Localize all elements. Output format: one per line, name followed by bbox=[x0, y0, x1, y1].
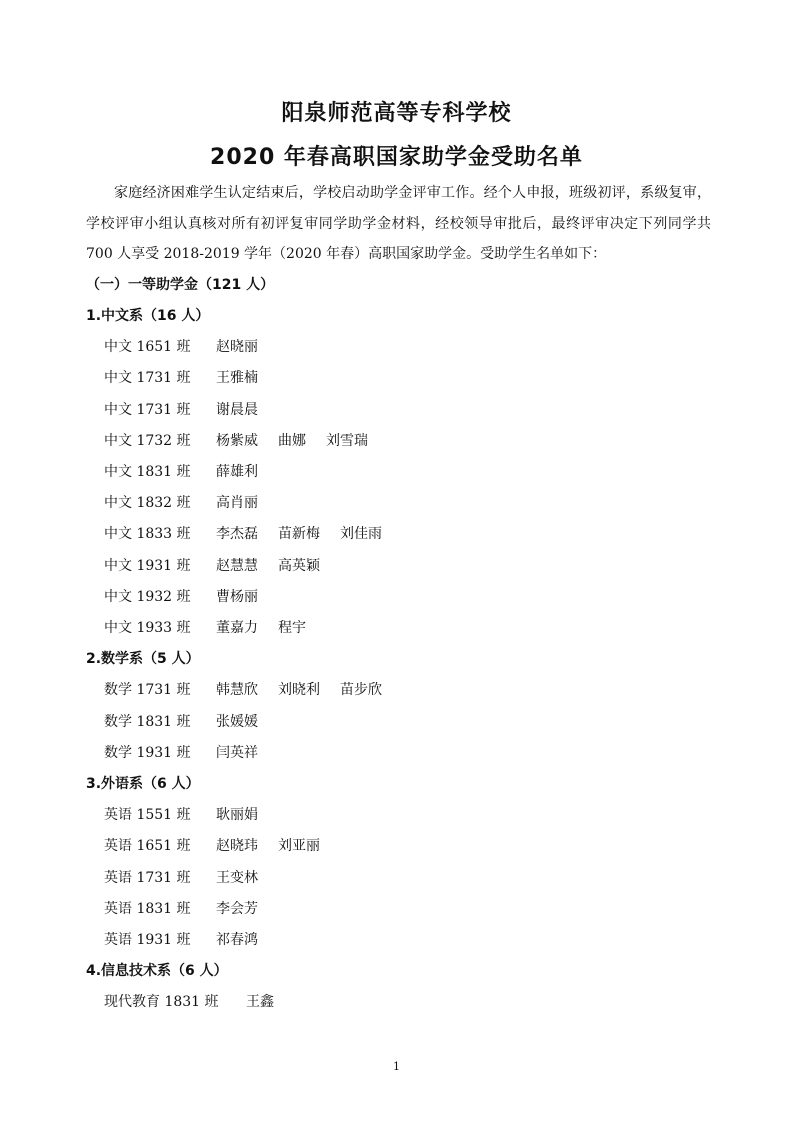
student-name: 曹杨丽 bbox=[216, 588, 258, 605]
department-heading: 3.外语系（6 人） bbox=[86, 776, 200, 792]
class-row bbox=[104, 617, 326, 637]
department-heading: 2.数学系（5 人） bbox=[86, 651, 200, 668]
class-name: 中文 1833 班 bbox=[104, 526, 191, 543]
class-name: 数学 1731 班 bbox=[104, 682, 191, 699]
class-name: 中文 1732 班 bbox=[104, 432, 191, 449]
class-row bbox=[104, 742, 278, 762]
student-name: 耿丽娟 bbox=[216, 807, 258, 824]
class-row bbox=[104, 430, 388, 450]
class-name: 英语 1931 班 bbox=[104, 932, 191, 948]
student-name: 董嘉力 bbox=[216, 620, 258, 636]
section-heading: （一）一等助学金（121 人） bbox=[86, 277, 275, 293]
student-name: 赵晓丽 bbox=[216, 339, 258, 356]
class-name: 中文 1831 班 bbox=[104, 464, 191, 480]
page-number: 1 bbox=[393, 1060, 400, 1073]
student-name: 刘佳雨 bbox=[340, 526, 382, 543]
class-row bbox=[104, 586, 278, 606]
student-name: 韩慧欣 bbox=[216, 682, 258, 699]
student-name: 张媛媛 bbox=[216, 713, 258, 730]
class-row bbox=[104, 461, 278, 481]
class-row bbox=[104, 367, 278, 387]
class-row bbox=[104, 492, 278, 512]
class-name: 中文 1731 班 bbox=[104, 370, 191, 387]
student-name: 苗步欣 bbox=[340, 682, 382, 699]
student-name: 王雅楠 bbox=[216, 370, 258, 387]
document-title: 2020 年春高职国家助学金受助名单 bbox=[210, 145, 583, 170]
student-name: 刘晓利 bbox=[278, 682, 320, 699]
class-row bbox=[104, 835, 340, 855]
student-name: 杨紫威 bbox=[216, 432, 258, 449]
class-name: 中文 1933 班 bbox=[104, 620, 191, 636]
student-name: 赵慧慧 bbox=[216, 557, 258, 574]
student-name: 程宇 bbox=[278, 620, 306, 636]
class-name: 英语 1551 班 bbox=[104, 807, 191, 824]
class-row bbox=[104, 679, 402, 699]
student-name: 谢晨晨 bbox=[216, 401, 258, 418]
student-name: 闫英祥 bbox=[216, 744, 258, 761]
class-name: 英语 1831 班 bbox=[104, 900, 191, 917]
student-name: 刘亚丽 bbox=[278, 838, 320, 855]
class-row bbox=[104, 804, 278, 824]
student-name: 高肖丽 bbox=[216, 495, 258, 512]
class-name: 英语 1651 班 bbox=[104, 838, 191, 855]
class-row bbox=[104, 336, 278, 356]
student-name: 薛雄利 bbox=[216, 464, 258, 480]
intro-paragraph: 家庭经济困难学生认定结束后，学校启动助学金评审工作。经个人申报，班级初评，系级复审，学校评审小组认真核对所有初评复审同学助学金材料，经校领导审批后，最终评审决定下列同学共 700 人享受 2018-2019 学年（2020 年春）高职国家助学金。受助学生名单如下： bbox=[86, 185, 711, 262]
class-name: 中文 1651 班 bbox=[104, 339, 191, 356]
school-title: 阳泉师范高等专科学校 bbox=[281, 101, 512, 126]
class-name: 数学 1931 班 bbox=[104, 744, 191, 761]
class-name: 现代教育 1831 班 bbox=[104, 994, 219, 1011]
department-heading: 4.信息技术系（6 人） bbox=[86, 963, 228, 980]
student-name: 祁春鸿 bbox=[216, 932, 258, 948]
class-row bbox=[104, 929, 278, 949]
class-row bbox=[104, 711, 278, 731]
class-name: 数学 1831 班 bbox=[104, 713, 191, 730]
student-name: 王鑫 bbox=[246, 994, 274, 1011]
class-row bbox=[104, 399, 278, 419]
student-name: 赵晓玮 bbox=[216, 838, 258, 855]
class-row bbox=[104, 523, 402, 543]
class-row bbox=[104, 867, 278, 887]
student-name: 苗新梅 bbox=[278, 526, 320, 543]
class-row bbox=[104, 898, 278, 918]
student-name: 王变林 bbox=[216, 869, 258, 886]
class-row bbox=[104, 555, 340, 575]
student-name: 高英颖 bbox=[278, 557, 320, 574]
class-row bbox=[104, 991, 294, 1011]
student-name: 曲娜 bbox=[278, 432, 306, 449]
student-name: 刘雪瑞 bbox=[326, 432, 368, 449]
department-heading: 1.中文系（16 人） bbox=[86, 308, 210, 324]
student-name: 李会芳 bbox=[216, 900, 258, 917]
class-name: 中文 1731 班 bbox=[104, 401, 191, 418]
class-name: 中文 1932 班 bbox=[104, 588, 191, 605]
class-name: 英语 1731 班 bbox=[104, 869, 191, 886]
class-name: 中文 1931 班 bbox=[104, 557, 191, 574]
student-name: 李杰磊 bbox=[216, 526, 258, 543]
class-name: 中文 1832 班 bbox=[104, 495, 191, 512]
